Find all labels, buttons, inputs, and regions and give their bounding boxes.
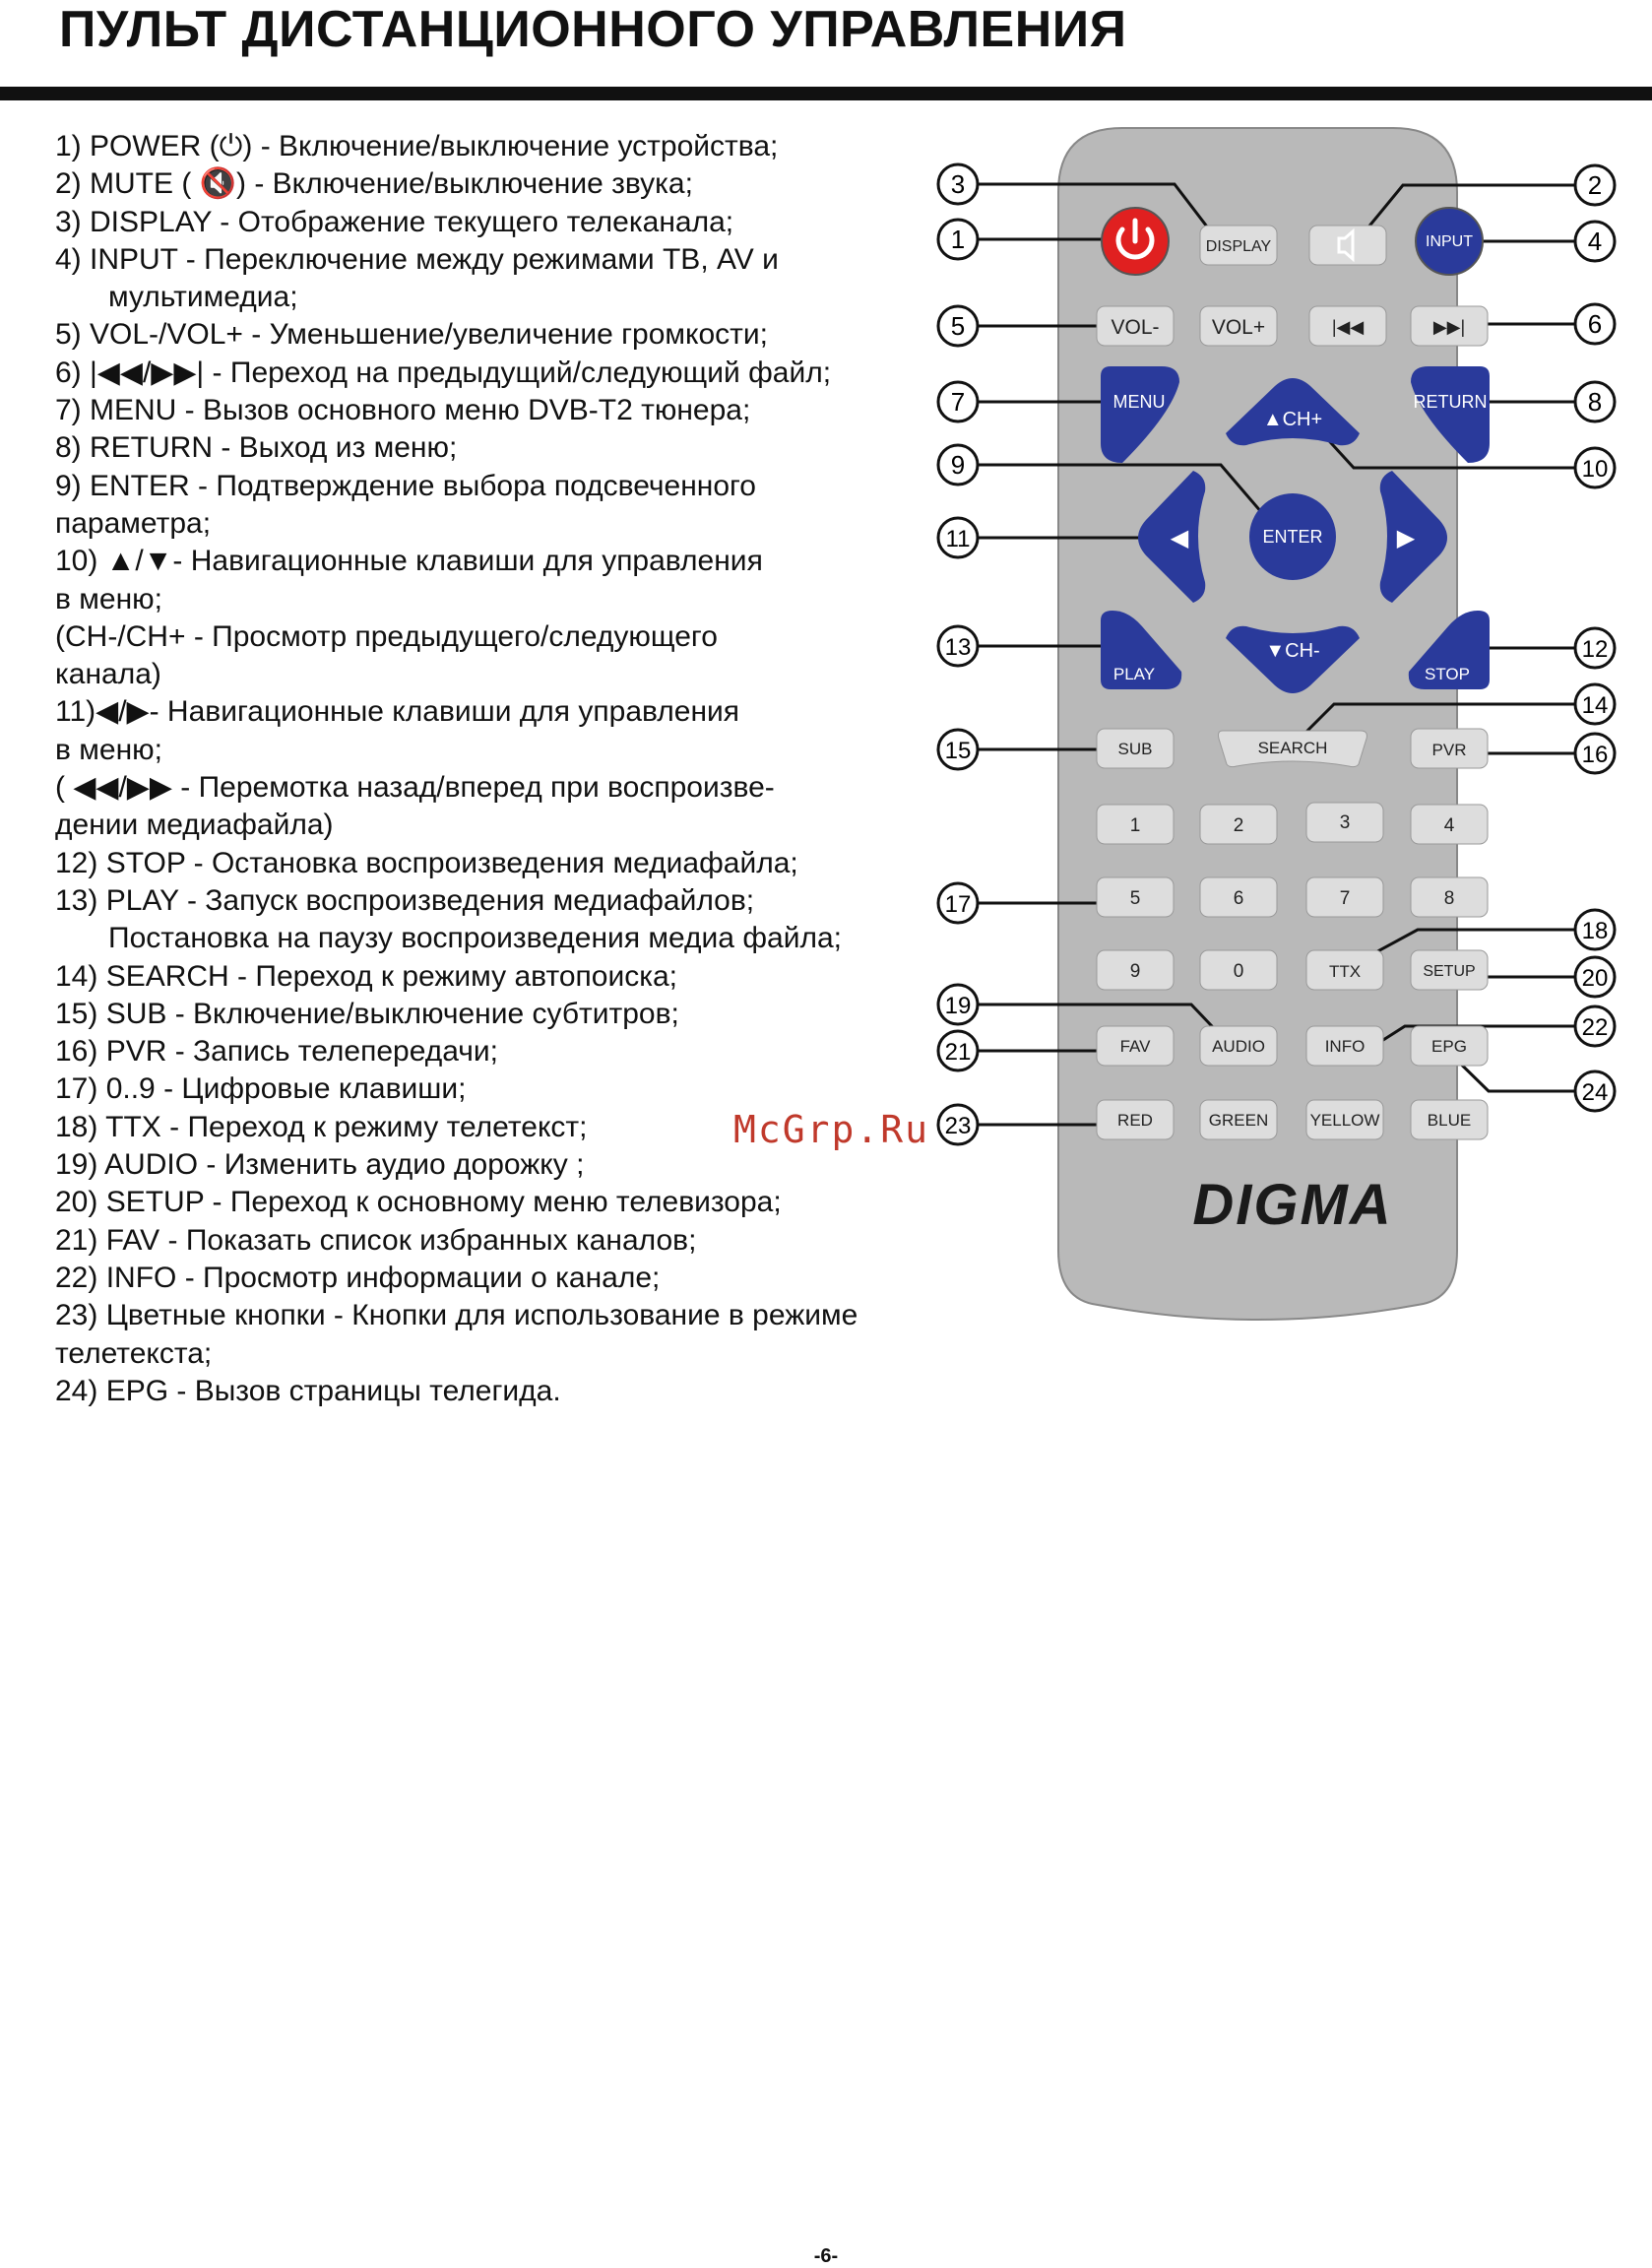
watermark: McGrp.Ru xyxy=(733,1108,930,1151)
callout-10: 10 xyxy=(1581,456,1609,483)
setup-button-label: SETUP xyxy=(1423,963,1476,980)
input-button-label: INPUT xyxy=(1426,233,1473,250)
button-description-list xyxy=(55,128,921,1410)
display-button-label: DISPLAY xyxy=(1205,238,1272,255)
digit-2-label: 2 xyxy=(1233,815,1244,836)
digit-4-label: 4 xyxy=(1443,815,1455,836)
right-arrow-icon: ▶ xyxy=(1396,525,1416,551)
pvr-button-label: PVR xyxy=(1431,741,1467,759)
callout-7: 7 xyxy=(950,387,966,417)
description-line: 18) TTX - Переход к режиму телетекст; xyxy=(55,1110,588,1143)
description-line: 13) PLAY - Запуск воспроизведения медиафайлов; xyxy=(55,883,755,917)
digit-5-label: 5 xyxy=(1129,888,1141,909)
digit-6-label: 6 xyxy=(1233,888,1244,909)
yellow-button-label: YELLOW xyxy=(1309,1111,1380,1130)
description-line: 11)◀/▶- Навигационные клавиши для управления xyxy=(55,695,740,729)
callout-21: 21 xyxy=(944,1039,972,1066)
description-line: (CH-/CH+ - Просмотр предыдущего/следующего xyxy=(55,619,718,653)
enter-button-label: ENTER xyxy=(1262,527,1323,547)
next-icon: ▶▶| xyxy=(1432,317,1466,337)
callout-11: 11 xyxy=(945,526,971,552)
vol-plus-label: VOL+ xyxy=(1211,316,1266,339)
callout-3: 3 xyxy=(950,169,966,199)
description-line: 1) POWER (⏻) - Включение/выключение устройства; xyxy=(55,130,779,162)
vol-minus-label: VOL- xyxy=(1111,316,1160,339)
description-line: 24) EPG - Вызов страницы телегида. xyxy=(55,1374,561,1407)
callout-14: 14 xyxy=(1581,692,1609,719)
callout-20: 20 xyxy=(1581,965,1609,992)
callout-5: 5 xyxy=(950,311,966,341)
ttx-button-label: TTX xyxy=(1328,962,1362,981)
description-line: 16) PVR - Запись телепередачи; xyxy=(55,1035,498,1069)
description-line: канала) xyxy=(55,658,161,691)
sub-button-label: SUB xyxy=(1117,740,1153,758)
description-line: мультимедиа; xyxy=(108,281,298,314)
description-line: 3) DISPLAY - Отображение текущего телеканала; xyxy=(55,205,734,238)
description-line: 2) MUTE ( 🔇) - Включение/выключение звука; xyxy=(55,167,693,201)
green-button-label: GREEN xyxy=(1208,1111,1269,1130)
callout-22: 22 xyxy=(1581,1014,1609,1041)
description-line: 10) ▲/▼- Навигационные клавиши для управления xyxy=(55,545,763,578)
description-line: 12) STOP - Остановка воспроизведения медиафайла; xyxy=(55,846,798,879)
digit-8-label: 8 xyxy=(1443,888,1455,909)
callout-8: 8 xyxy=(1587,387,1603,417)
description-line: 17) 0..9 - Цифровые клавиши; xyxy=(55,1072,467,1106)
callout-12: 12 xyxy=(1581,636,1609,663)
menu-button-label: MENU xyxy=(1112,392,1166,412)
description-line: 20) SETUP - Переход к основному меню телевизора; xyxy=(55,1186,782,1219)
description-line: параметра; xyxy=(55,506,212,540)
callout-23: 23 xyxy=(944,1113,972,1139)
description-line: 4) INPUT - Переключение между режимами ТВ, AV и xyxy=(55,242,779,276)
description-line: 22) INFO - Просмотр информации о канале; xyxy=(55,1261,661,1294)
ch-plus-label: ▲CH+ xyxy=(1262,409,1323,430)
digit-3-label: 3 xyxy=(1339,812,1351,833)
title-rule xyxy=(0,87,1652,100)
left-arrow-icon: ◀ xyxy=(1170,525,1189,551)
callout-15: 15 xyxy=(944,738,972,764)
description-line: 7) MENU - Вызов основного меню DVB-T2 тюнера; xyxy=(55,394,751,427)
description-line: 9) ENTER - Подтверждение выбора подсвеченного xyxy=(55,469,756,502)
description-line: 19) AUDIO - Изменить аудио дорожку ; xyxy=(55,1148,585,1182)
blue-button-label: BLUE xyxy=(1427,1111,1472,1130)
stop-button-label: STOP xyxy=(1425,665,1470,683)
description-line: в меню; xyxy=(55,582,162,616)
remote-control-diagram xyxy=(925,118,1634,1329)
audio-button-label: AUDIO xyxy=(1212,1037,1265,1056)
callout-19: 19 xyxy=(944,993,972,1019)
page-number: -6- xyxy=(813,2245,839,2267)
callout-24: 24 xyxy=(1581,1079,1609,1106)
description-line: Постановка на паузу воспроизведения медиа файла; xyxy=(108,922,842,955)
digit-7-label: 7 xyxy=(1339,888,1351,909)
callout-9: 9 xyxy=(950,450,966,480)
fav-button-label: FAV xyxy=(1119,1037,1151,1056)
description-line: 21) FAV - Показать список избранных каналов; xyxy=(55,1223,697,1257)
callout-2: 2 xyxy=(1587,170,1603,200)
description-line: ( ◀◀/▶▶ - Перемотка назад/вперед при воспроизве- xyxy=(55,771,775,805)
search-button-label: SEARCH xyxy=(1257,739,1328,757)
callout-18: 18 xyxy=(1581,918,1609,944)
epg-button-label: EPG xyxy=(1431,1037,1467,1056)
play-button-label: PLAY xyxy=(1112,665,1156,683)
description-line: дении медиафайла) xyxy=(55,809,334,842)
info-button-label: INFO xyxy=(1324,1037,1366,1056)
callout-6: 6 xyxy=(1587,309,1603,339)
callout-17: 17 xyxy=(944,891,972,918)
description-line: телетекста; xyxy=(55,1336,213,1370)
callout-16: 16 xyxy=(1581,742,1609,768)
brand-logo: DIGMA xyxy=(1192,1173,1393,1237)
ch-minus-label: ▼CH- xyxy=(1265,640,1320,662)
page-title: ПУЛЬТ ДИСТАНЦИОННОГО УПРАВЛЕНИЯ xyxy=(59,1,1127,58)
previous-icon: |◀◀ xyxy=(1331,317,1365,337)
digit-9-label: 9 xyxy=(1129,961,1141,982)
red-button-label: RED xyxy=(1117,1111,1153,1130)
description-line: 5) VOL-/VOL+ - Уменьшение/увеличение громкости; xyxy=(55,318,769,352)
digit-0-label: 0 xyxy=(1233,961,1244,982)
callout-4: 4 xyxy=(1587,227,1603,256)
callout-13: 13 xyxy=(944,634,972,661)
description-line: 23) Цветные кнопки - Кнопки для использование в режиме xyxy=(55,1299,858,1332)
digit-1-label: 1 xyxy=(1129,815,1141,836)
mute-button[interactable] xyxy=(1309,226,1386,265)
return-button-label: RETURN xyxy=(1413,392,1488,412)
description-line: в меню; xyxy=(55,733,162,766)
description-line: 15) SUB - Включение/выключение субтитров; xyxy=(55,997,679,1030)
callout-1: 1 xyxy=(950,225,966,254)
description-line: 14) SEARCH - Переход к режиму автопоиска; xyxy=(55,959,678,993)
description-line: 8) RETURN - Выход из меню; xyxy=(55,431,458,465)
description-line: 6) |◀◀/▶▶| - Переход на предыдущий/следующий файл; xyxy=(55,356,832,389)
